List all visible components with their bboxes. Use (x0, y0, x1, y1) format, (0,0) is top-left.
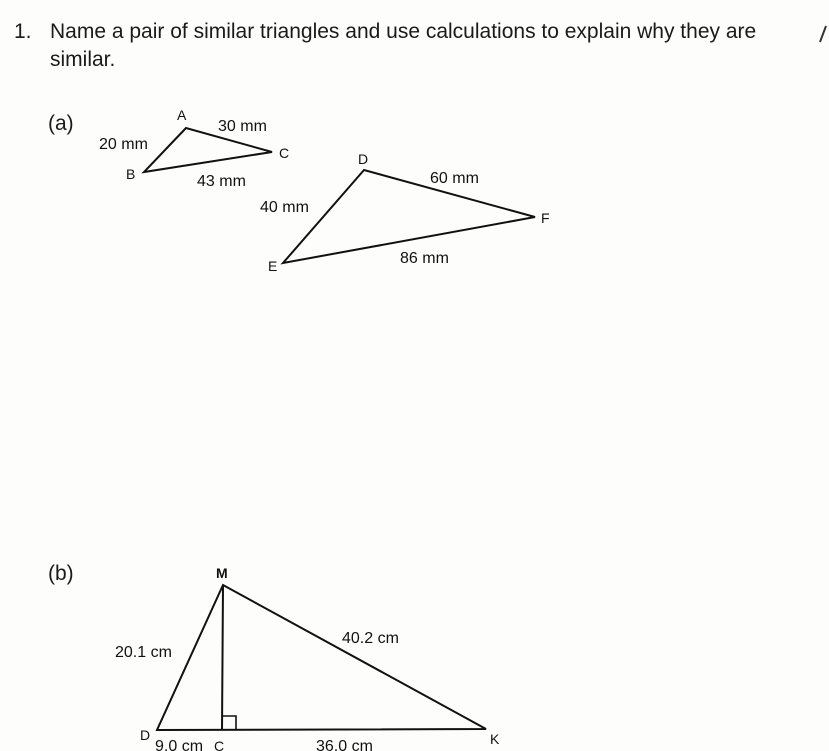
side-dm: 20.1 cm (115, 644, 172, 661)
vertex-k: K (490, 731, 500, 747)
vertex-m: M (216, 565, 228, 581)
side-ef: 86 mm (400, 250, 449, 267)
vertex-d-b: D (140, 727, 151, 743)
right-angle-marker (222, 716, 236, 730)
triangle-dmk (157, 585, 486, 730)
vertex-b: B (126, 166, 136, 182)
side-ck: 36.0 cm (316, 738, 373, 751)
part-b-label: (b) (48, 562, 74, 585)
side-df: 60 mm (430, 170, 479, 187)
question-text: Name a pair of similar triangles and use calculations to explain why they are similar. (50, 20, 757, 71)
question-number: 1. (14, 20, 32, 43)
scan-mark (820, 26, 826, 42)
vertex-f: F (541, 210, 550, 226)
part-a-label: (a) (48, 112, 74, 135)
side-de: 40 mm (260, 199, 309, 216)
vertex-a: A (177, 107, 187, 123)
side-ab: 20 mm (99, 136, 148, 153)
vertex-d: D (358, 151, 369, 167)
vertex-c-b: C (214, 738, 225, 751)
side-bc: 43 mm (197, 173, 246, 190)
side-mk: 40.2 cm (342, 630, 399, 647)
side-dc: 9.0 cm (155, 738, 204, 751)
vertex-e: E (268, 258, 278, 274)
vertex-c: C (279, 145, 290, 161)
side-ac: 30 mm (218, 118, 267, 135)
altitude-mc (222, 585, 223, 730)
